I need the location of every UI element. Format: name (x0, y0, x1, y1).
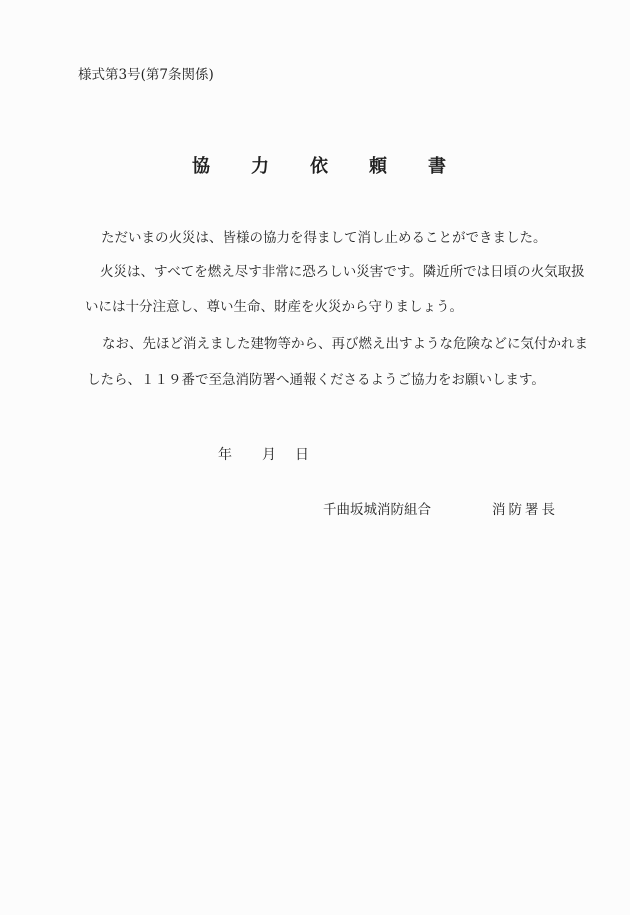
form-number-label: 様式第3号(第7条関係) (78, 67, 214, 83)
day-label: 日 (295, 447, 309, 463)
body-line-3: いには十分注意し、尊い生命、財産を火災から守りましょう。 (85, 299, 463, 315)
body-line-2: 火災は、すべてを燃え尽す非常に恐ろしい災害です。隣近所では日頃の火気取扱 (100, 264, 585, 280)
body-line-4: なお、先ほど消えました建物等から、再び燃え出すような危険などに気付かれま (102, 336, 588, 352)
signature-line (0, 502, 630, 520)
document-title: 協力依頼書 (192, 156, 487, 177)
organization-name: 千曲坂城消防組合 (323, 502, 431, 518)
month-label: 月 (262, 447, 276, 463)
body-line-5: したら、１１９番で至急消防署へ通報くださるようご協力をお願いします。 (87, 372, 545, 388)
date-line (0, 447, 630, 465)
year-label: 年 (218, 447, 232, 463)
body-line-1: ただいまの火災は、皆様の協力を得まして消し止めることができました。 (101, 230, 547, 246)
signer-title: 消防署長 (492, 502, 558, 518)
